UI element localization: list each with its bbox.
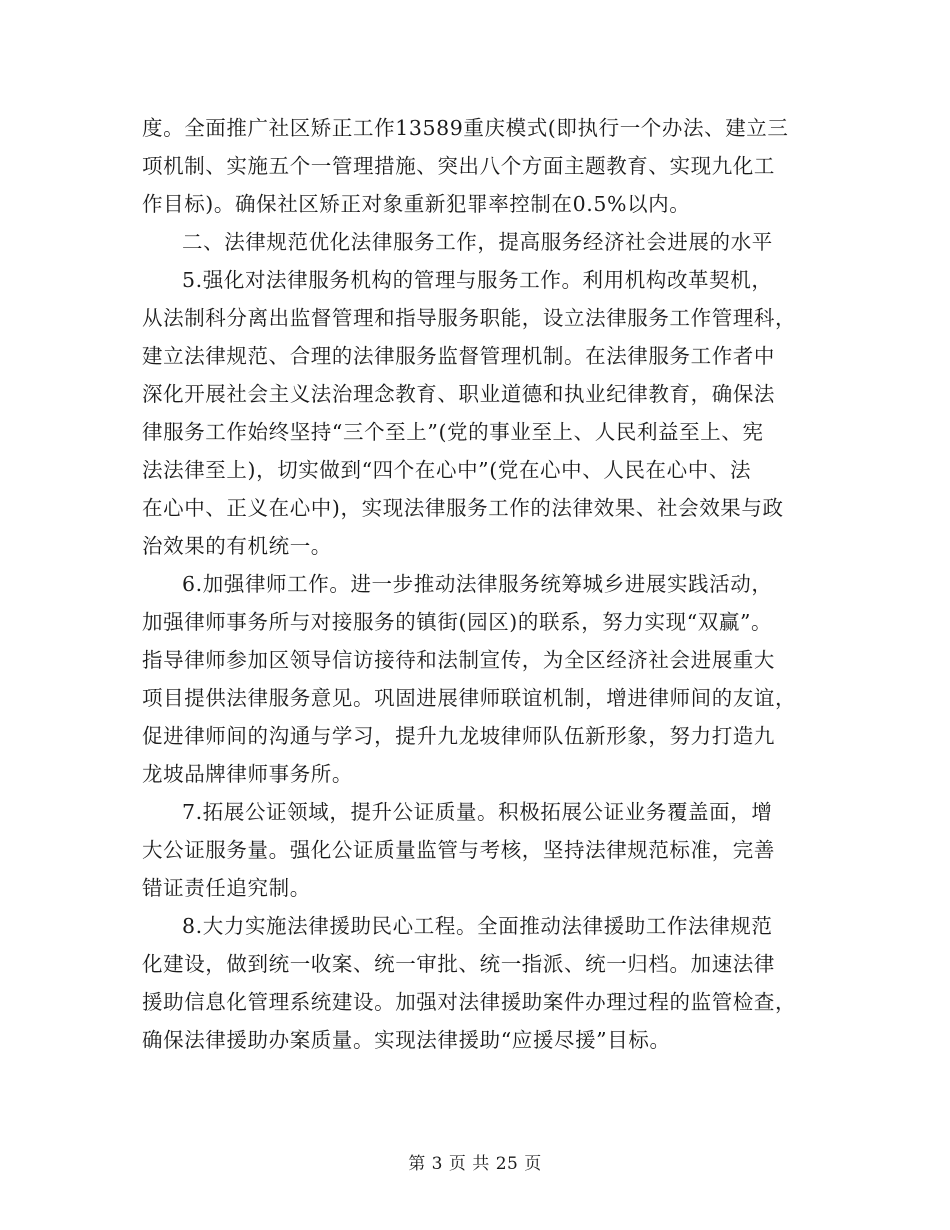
body-text-line: 度。全面推广社区矫正工作13589重庆模式(即执行一个办法、建立三 [142, 116, 789, 140]
body-text-line: 8.大力实施法律援助民心工程。全面推动法律援助工作法律规范 [182, 914, 773, 938]
body-text-line: 5.强化对法律服务机构的管理与服务工作。利用机构改革契机， [182, 268, 773, 292]
body-text-line: 错证责任追究制。 [142, 876, 311, 900]
body-text-line: 6.加强律师工作。进一步推动法律服务统筹城乡进展实践活动， [182, 572, 773, 596]
body-text-line: 龙坡品牌律师事务所。 [142, 762, 353, 786]
body-text-line: 项机制、实施五个一管理措施、突出八个方面主题教育、实现九化工 [142, 154, 775, 178]
body-text-line: 援助信息化管理系统建设。加强对法律援助案件办理过程的监管检查， [142, 990, 797, 1014]
section-heading: 二、法律规范优化法律服务工作，提高服务经济社会进展的水平 [182, 230, 773, 254]
page-number-footer: 第 3 页 共 25 页 [408, 1154, 542, 1174]
body-text-line: 从法制科分离出监督管理和指导服务职能，设立法律服务工作管理科， [142, 306, 797, 330]
body-text-line: 在心中、正义在心中)，实现法律服务工作的法律效果、社会效果与政 [142, 496, 784, 520]
body-text-line: 指导律师参加区领导信访接待和法制宣传，为全区经济社会进展重大 [142, 648, 775, 672]
body-text-line: 作目标)。确保社区矫正对象重新犯罪率控制在0.5%以内。 [142, 192, 691, 216]
body-text-line: 确保法律援助办案质量。实现法律援助“应援尽援”目标。 [142, 1028, 671, 1052]
body-text-line: 建立法律规范、合理的法律服务监督管理机制。在法律服务工作者中 [142, 344, 775, 368]
body-text-line: 深化开展社会主义法治理念教育、职业道德和执业纪律教育，确保法 [142, 382, 775, 406]
body-text-line: 促进律师间的沟通与学习，提升九龙坡律师队伍新形象，努力打造九 [142, 724, 775, 748]
body-text-line: 化建设，做到统一收案、统一审批、统一指派、统一归档。加速法律 [142, 952, 775, 976]
body-text-line: 加强律师事务所与对接服务的镇街(园区)的联系，努力实现“双赢”。 [142, 610, 773, 634]
body-text-line: 7.拓展公证领域，提升公证质量。积极拓展公证业务覆盖面，增 [182, 800, 773, 824]
body-text-line: 项目提供法律服务意见。巩固进展律师联谊机制，增进律师间的友谊， [142, 686, 797, 710]
body-text-line: 律服务工作始终坚持“三个至上”(党的事业至上、人民利益至上、宪 [142, 420, 764, 444]
body-text-line: 法法律至上)，切实做到“四个在心中”(党在心中、人民在心中、法 [142, 458, 752, 482]
body-text-line: 大公证服务量。强化公证质量监管与考核，坚持法律规范标准，完善 [142, 838, 775, 862]
body-text-line: 治效果的有机统一。 [142, 534, 332, 558]
